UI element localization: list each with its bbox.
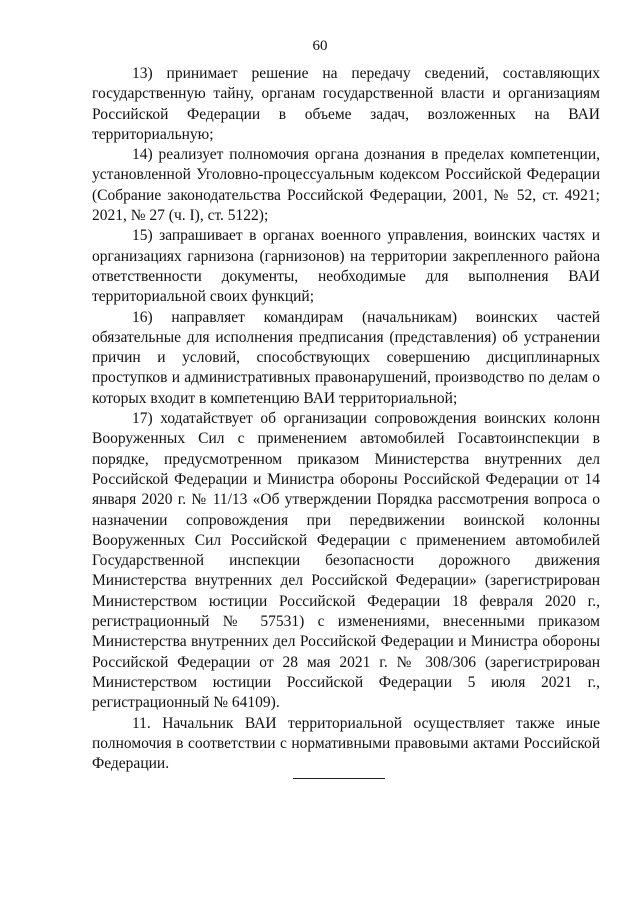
paragraph-section-11: 11. Начальник ВАИ территориальной осуществляет также иные полномочия в соответствии с нормативными правовыми актами Российской Федерации. (92, 714, 600, 773)
paragraph-item-13: 13) принимает решение на передачу сведений, составляющих государственную тайну, органам государственной власти и организациям Российской Федерации в объеме задач, возложенных на ВАИ территориальную; (92, 65, 600, 143)
paragraph-item-14: 14) реализует полномочия органа дознания в пределах компетенции, установленной Уголовно-процессуальным кодексом Российской Федерации (Собрание законодательства Российской Федерации, 2001, № 52, ст. 4921; 2021, № 27 (ч. I), ст. 5122); (92, 146, 600, 225)
paragraph-item-16: 16) направляет командирам (начальникам) воинских частей обязательные для исполнения предписания (представления) об устранении причин и условий, способствующих совершению дисциплинарных проступков и административных правонарушений, производство по делам о которых входит в компетенцию ВАИ территориальной; (92, 308, 600, 407)
paragraph-item-17: 17) ходатайствует об организации сопровождения воинских колонн Вооруженных Сил с применением автомобилей Госавтоинспекции в порядке, предусмотренном приказом Министерства внутренних дел Российской Федерации и Министра обороны Российской Федерации от 14 января 2020 г. № 11/13 «Об утверждении Порядка рассмотрения вопроса о назначении сопровождения при передвижении воинской колонны Вооруженных Сил Российской Федерации с применением автомобилей Государственной инспекции безопасности дорожного движения Министерства внутренних дел Российской Федерации» (зарегистрирован Министерством юстиции Российской Федерации 18 февраля 2020 г., регистрационный № 57531) с изменениями, внесенными приказом Министерства внутренних дел Российской Федерации и Министра обороны Российской Федерации от 28 мая 2021 г. № 308/306 (зарегистрирован Министерством юстиции Российской Федерации 5 июля 2021 г., регистрационный № 64109). (92, 410, 600, 712)
document-body (92, 64, 600, 774)
paragraph-item-15: 15) запрашивает в органах военного управления, воинских частях и организациях гарнизона (гарнизонов) на территории закрепленного района ответственности документы, необходимые для выполнения ВАИ территориальной своих функций; (92, 227, 600, 306)
end-separator-line (293, 778, 385, 779)
page-number: 60 (312, 38, 328, 54)
